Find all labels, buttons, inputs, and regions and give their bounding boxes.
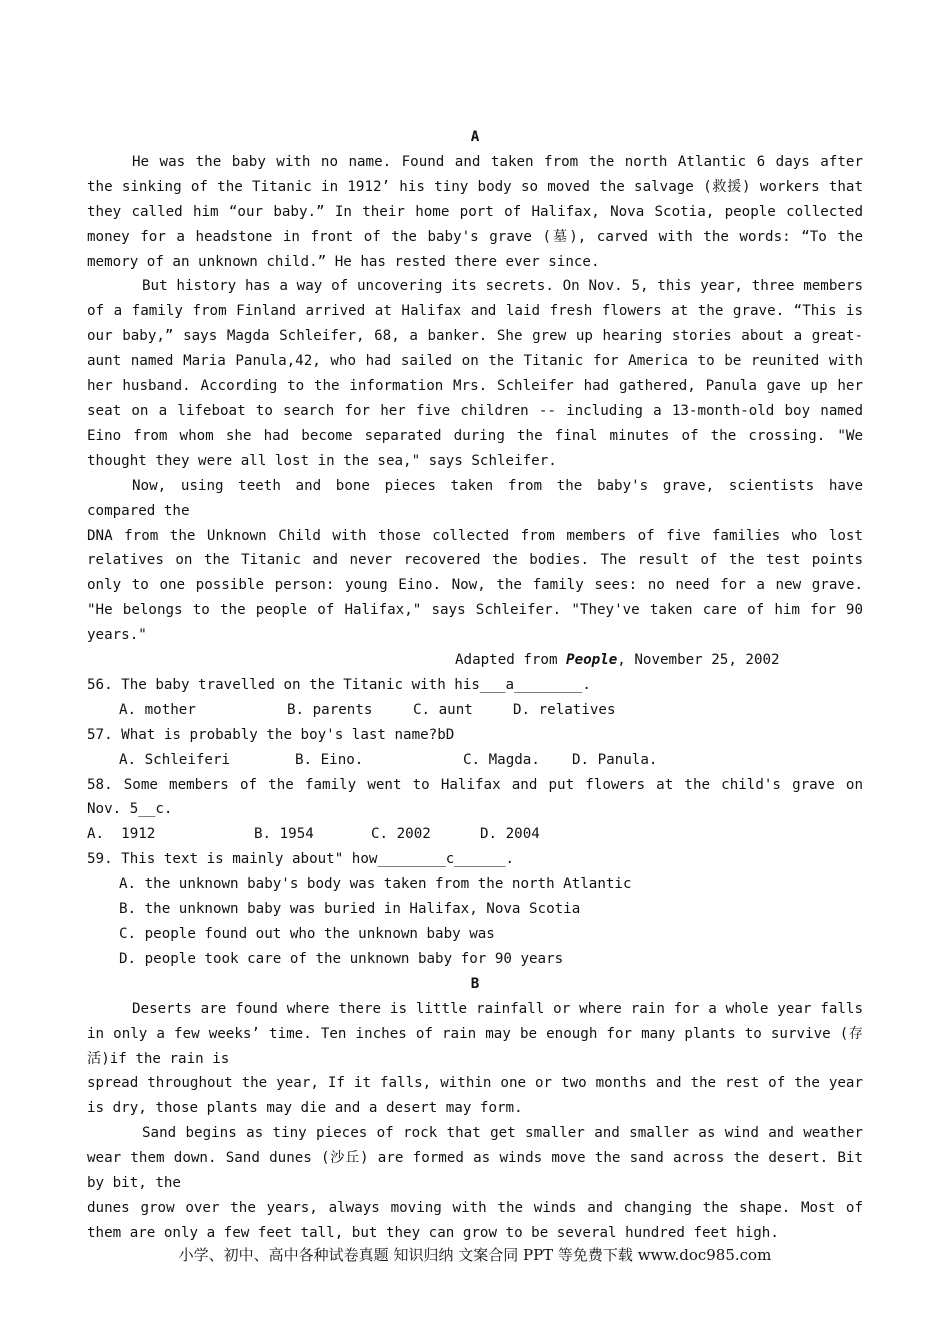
question-57-options [87,748,863,773]
question-59-option-a: A. the unknown baby's body was taken from the north Atlantic [119,876,632,893]
source-citation [87,648,863,673]
section-b-paragraph-1: Deserts are found where there is little rainfall or where rain for a whole year falls in only a few weeks’ time. Ten inches of rain may be enough for many plants to survive (存活)if the rain is [87,1000,863,1067]
question-58-options [87,822,863,847]
question-58-option-d: D. 2004 [480,826,540,843]
question-58-stem: 58. Some members of the family went to Halifax and put flowers at the child's grave on Nov. 5__c. [87,776,863,818]
question-58-option-b: B. 1954 [254,826,314,843]
section-b-title: B [470,975,480,992]
section-b-paragraph-4: dunes grow over the years, always moving with the winds and changing the shape. Most of them are only a few feet tall, but they can grow to be several hundred feet high. [87,1199,863,1241]
section-a-paragraph-1: He was the baby with no name. Found and taken from the north Atlantic 6 days after the sinking of the Titanic in 1912’ his tiny body so moved the salvage (救援) workers that they called him “our baby.” In their home port of Halifax, Nova Scotia, people collected money for a headstone in front of the baby's grave (墓), carved with the words: “To the memory of an unknown child.” He has rested there ever since. [87,153,863,270]
question-56-stem: 56. The baby travelled on the Titanic with his___a________. [87,676,591,693]
question-57-option-d: D. Panula. [572,751,658,768]
question-58-option-c: C. 2002 [371,826,431,843]
section-b-paragraph-2: spread throughout the year, If it falls, within one or two months and the rest of the year is dry, those plants may die and a desert may form. [87,1075,863,1117]
question-56-options [87,698,863,723]
source-name: People [566,652,618,669]
section-a-paragraph-4: DNA from the Unknown Child with those collected from members of five families who lost relatives on the Titanic and never recovered the bodies. The result of the test points only to one possible person: young Eino. Now, the family sees: no need for a new grave. "He belongs to the people of Halifax," says Schleifer. "They've taken care of him for 90 years." [87,527,863,644]
document-page [87,125,863,1246]
section-a-title: A [470,129,480,145]
question-57-option-c: C. Magda. [463,751,540,768]
question-56-option-b: B. parents [287,701,373,718]
question-57-option-b: B. Eino. [295,751,364,768]
question-57-stem: 57. What is probably the boy's last name?bD [87,726,455,743]
question-59-option-b: B. the unknown baby was buried in Halifax, Nova Scotia [119,901,581,918]
source-prefix: Adapted from [455,652,567,669]
question-56-option-c: C. aunt [413,701,473,718]
question-59-option-c: C. people found out who the unknown baby was [119,926,495,942]
section-a-paragraph-3: Now, using teeth and bone pieces taken from the baby's grave, scientists have compared the [87,477,863,519]
question-56-option-d: D. relatives [513,701,616,718]
page-footer: 小学、初中、高中各种试卷真题 知识归纳 文案合同 PPT 等免费下载 www.doc985.com [178,1246,772,1264]
question-56-option-a: A. mother [119,701,196,718]
question-59-stem: 59. This text is mainly about" how________c______. [87,851,515,868]
question-58-option-a: A. 1912 [87,826,156,843]
section-a-paragraph-2: But history has a way of uncovering its secrets. On Nov. 5, this year, three members of a family from Finland arrived at Halifax and laid fresh flowers at the grave. “This is our baby,” says Magda Schleifer, 68, a banker. She grew up hearing stories about a great-aunt named Maria Panula,42, who had sailed on the Titanic for America to be reunited with her husband. According to the information Mrs. Schleifer had gathered, Panula gave up her seat on a lifeboat to search for her five children -- including a 13-month-old boy named Eino from whom she had become separated during the final minutes of the crossing. "We thought they were all lost in the sea," says Schleifer. [87,278,863,469]
question-59-option-d: D. people took care of the unknown baby for 90 years [119,950,564,967]
section-b-paragraph-3: Sand begins as tiny pieces of rock that get smaller and smaller as wind and weather wear them down. Sand dunes (沙丘) are formed as winds move the sand across the desert. Bit by bit, the [87,1125,863,1192]
question-57-option-a: A. Schleiferi [119,751,231,768]
source-date: , November 25, 2002 [617,652,780,669]
